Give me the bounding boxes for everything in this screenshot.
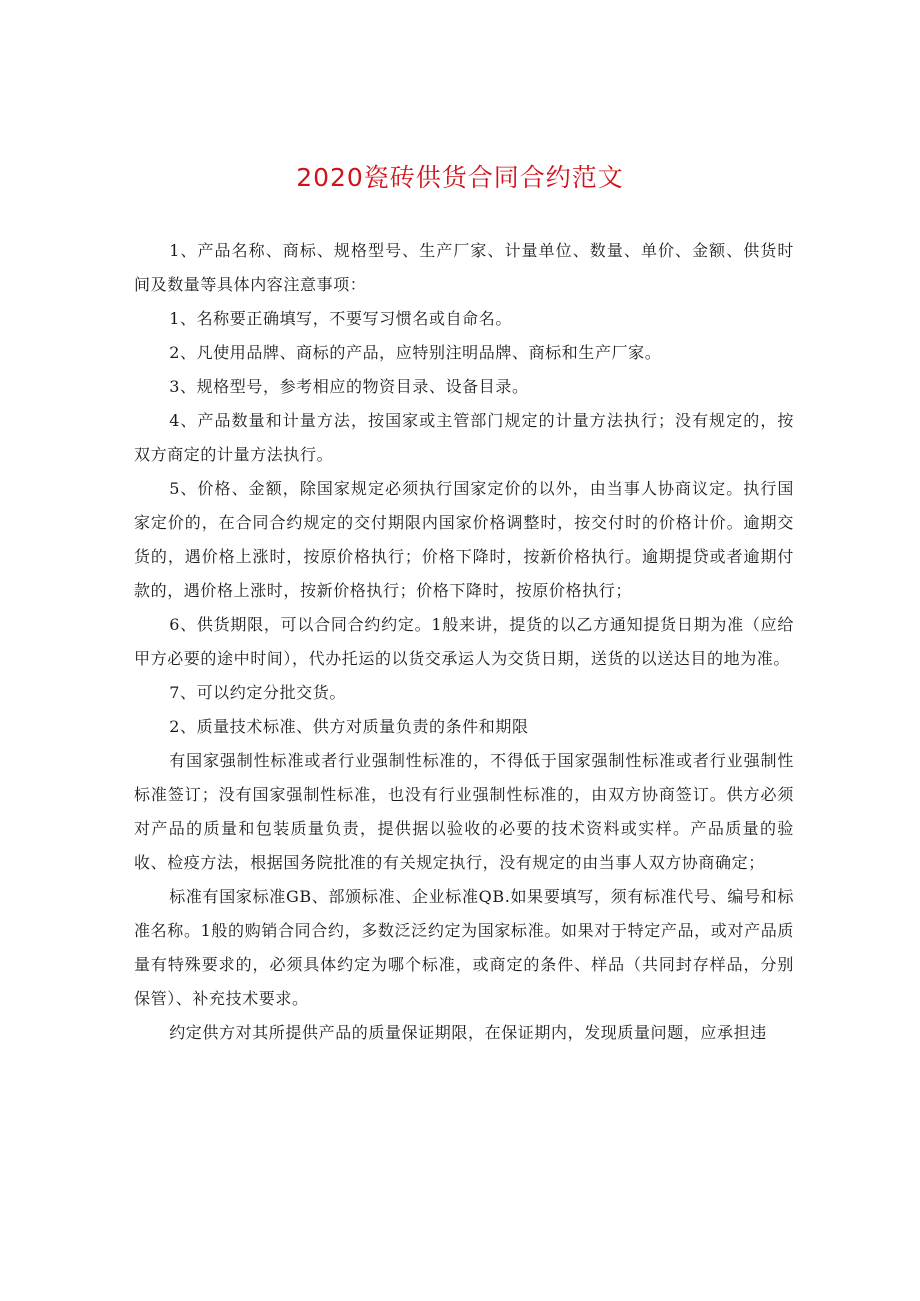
paragraph-spec-rule: 3、规格型号，参考相应的物资目录、设备目录。 (169, 377, 529, 396)
document-body (134, 234, 794, 1050)
paragraph-brand-rule: 2、凡使用品牌、商标的产品，应特别注明品牌、商标和生产厂家。 (169, 343, 662, 362)
paragraph-product-info: 1、产品名称、商标、规格型号、生产厂家、计量单位、数量、单价、金额、供货时间及数量等具体内容注意事项： (134, 241, 794, 294)
paragraph-price-rule: 5、价格、金额，除国家规定必须执行国家定价的以外，由当事人协商议定。执行国家定价的，在合同合约规定的交付期限内国家价格调整时，按交付时的价格计价。逾期交货的，遇价格上涨时，按原价格执行；价格下降时，按新价格执行。逾期提贷或者逾期付款的，遇价格上涨时，按新价格执行；价格下降时，按原价格执行； (134, 479, 794, 600)
paragraph-batch-delivery: 7、可以约定分批交货。 (169, 683, 346, 702)
paragraph-quality-standard: 有国家强制性标准或者行业强制性标准的，不得低于国家强制性标准或者行业强制性标准签订；没有国家强制性标准，也没有行业强制性标准的，由双方协商签订。供方必须对产品的质量和包装质量负责，提供据以验收的必要的技术资料或实样。产品质量的验收、检疫方法，根据国务院批准的有关规定执行，没有规定的由当事人双方协商确定； (134, 751, 794, 872)
paragraph-quantity-rule: 4、产品数量和计量方法，按国家或主管部门规定的计量方法执行；没有规定的，按双方商定的计量方法执行。 (134, 411, 794, 464)
paragraph-name-rule: 1、名称要正确填写，不要写习惯名或自命名。 (169, 309, 512, 328)
paragraph-delivery-term: 6、供货期限，可以合同合约约定。1般来讲，提货的以乙方通知提货日期为准（应给甲方必要的途中时间），代办托运的以货交承运人为交货日期，送货的以送达目的地为准。 (134, 615, 794, 668)
paragraph-warranty-period: 约定供方对其所提供产品的质量保证期限，在保证期内，发现质量问题，应承担违 (169, 1023, 767, 1042)
paragraph-quality-heading: 2、质量技术标准、供方对质量负责的条件和期限 (169, 717, 529, 736)
paragraph-standard-codes: 标准有国家标准GB、部颁标准、企业标准QB.如果要填写，须有标准代号、编号和标准名称。1般的购销合同合约，多数泛泛约定为国家标准。如果对于特定产品，或对产品质量有特殊要求的，必须具体约定为哪个标准，或商定的条件、样品（共同封存样品，分别保管）、补充技术要求。 (134, 887, 794, 1008)
document-title: 2020瓷砖供货合同合约范文 (296, 163, 624, 192)
